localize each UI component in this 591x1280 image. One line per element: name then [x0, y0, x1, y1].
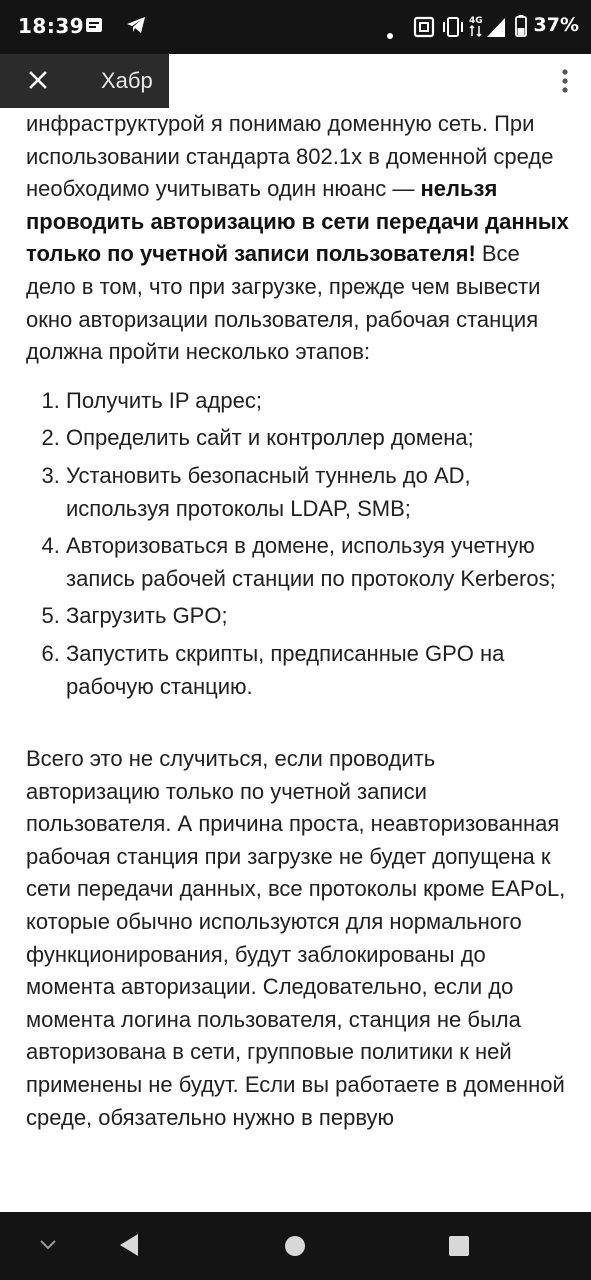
recents-icon[interactable]	[448, 1235, 470, 1262]
navigation-bar	[0, 1212, 591, 1280]
back-icon[interactable]	[118, 1233, 140, 1262]
article-body	[26, 108, 571, 1212]
close-icon[interactable]	[24, 66, 52, 94]
list-item: 4. Авторизоваться в домене, используя учетную запись рабочей станции по протоколу Kerberos;	[66, 530, 571, 595]
intro-text: инфраструктурой я понимаю доменную сеть. При использовании стандарта 802.1x в доменной среде необходимо учитывать один нюанс —	[26, 111, 554, 202]
list-item: 6. Запустить скрипты, предписанные GPO на рабочую станцию.	[66, 638, 571, 703]
status-time: 18:39	[18, 14, 85, 38]
intro-rest-text: Все дело в том, что при загрузке, прежде чем вывести окно авторизации пользователя, рабочая станция должна пройти несколько этапов:	[26, 241, 541, 365]
vibrate-icon	[441, 16, 465, 42]
status-bar	[0, 0, 591, 54]
telegram-icon	[126, 16, 146, 38]
list-item: 1. Получить IP адрес;	[66, 385, 571, 418]
home-icon[interactable]	[283, 1234, 307, 1263]
second-paragraph: Всего это не случиться, если проводить авторизацию только по учетной записи пользователя. А причина проста, неавторизованная рабочая станция при загрузке не будет допущена к сети передачи данных, все протоколы кроме EAPoL, которые обычно используются для нормального функционирования, будут заблокированы до момента авторизации. Следовательно, если до момента логина пользователя, станция не была авторизована в сети, групповые политики к ней применены не будут. Если вы работаете в доменной среде, обязательно нужно в первую	[26, 746, 566, 1130]
steps-list	[26, 385, 571, 703]
signal-icon	[486, 16, 506, 42]
page-title: Хабр	[101, 68, 153, 93]
mobile-data-4g-icon	[469, 14, 483, 42]
intro-bold-text: нельзя проводить авторизацию в сети передачи данных только по учетной записи пользователя!	[26, 176, 569, 267]
svg-text:4G: 4G	[469, 16, 483, 26]
battery-icon	[515, 15, 527, 41]
more-vert-icon[interactable]	[561, 68, 569, 94]
list-item: 2. Определить сайт и контроллер домена;	[66, 422, 571, 455]
battery-percent: 37%	[533, 14, 579, 36]
list-item: 3. Установить безопасный туннель до AD, используя протоколы LDAP, SMB;	[66, 460, 571, 525]
list-item: 5. Загрузить GPO;	[66, 600, 571, 633]
chevron-down-icon[interactable]	[38, 1238, 58, 1257]
notification-dot-icon	[387, 24, 393, 43]
message-icon	[85, 16, 103, 38]
app-bar	[0, 54, 169, 108]
nfc-icon	[413, 16, 435, 42]
intro-paragraph	[26, 108, 571, 369]
